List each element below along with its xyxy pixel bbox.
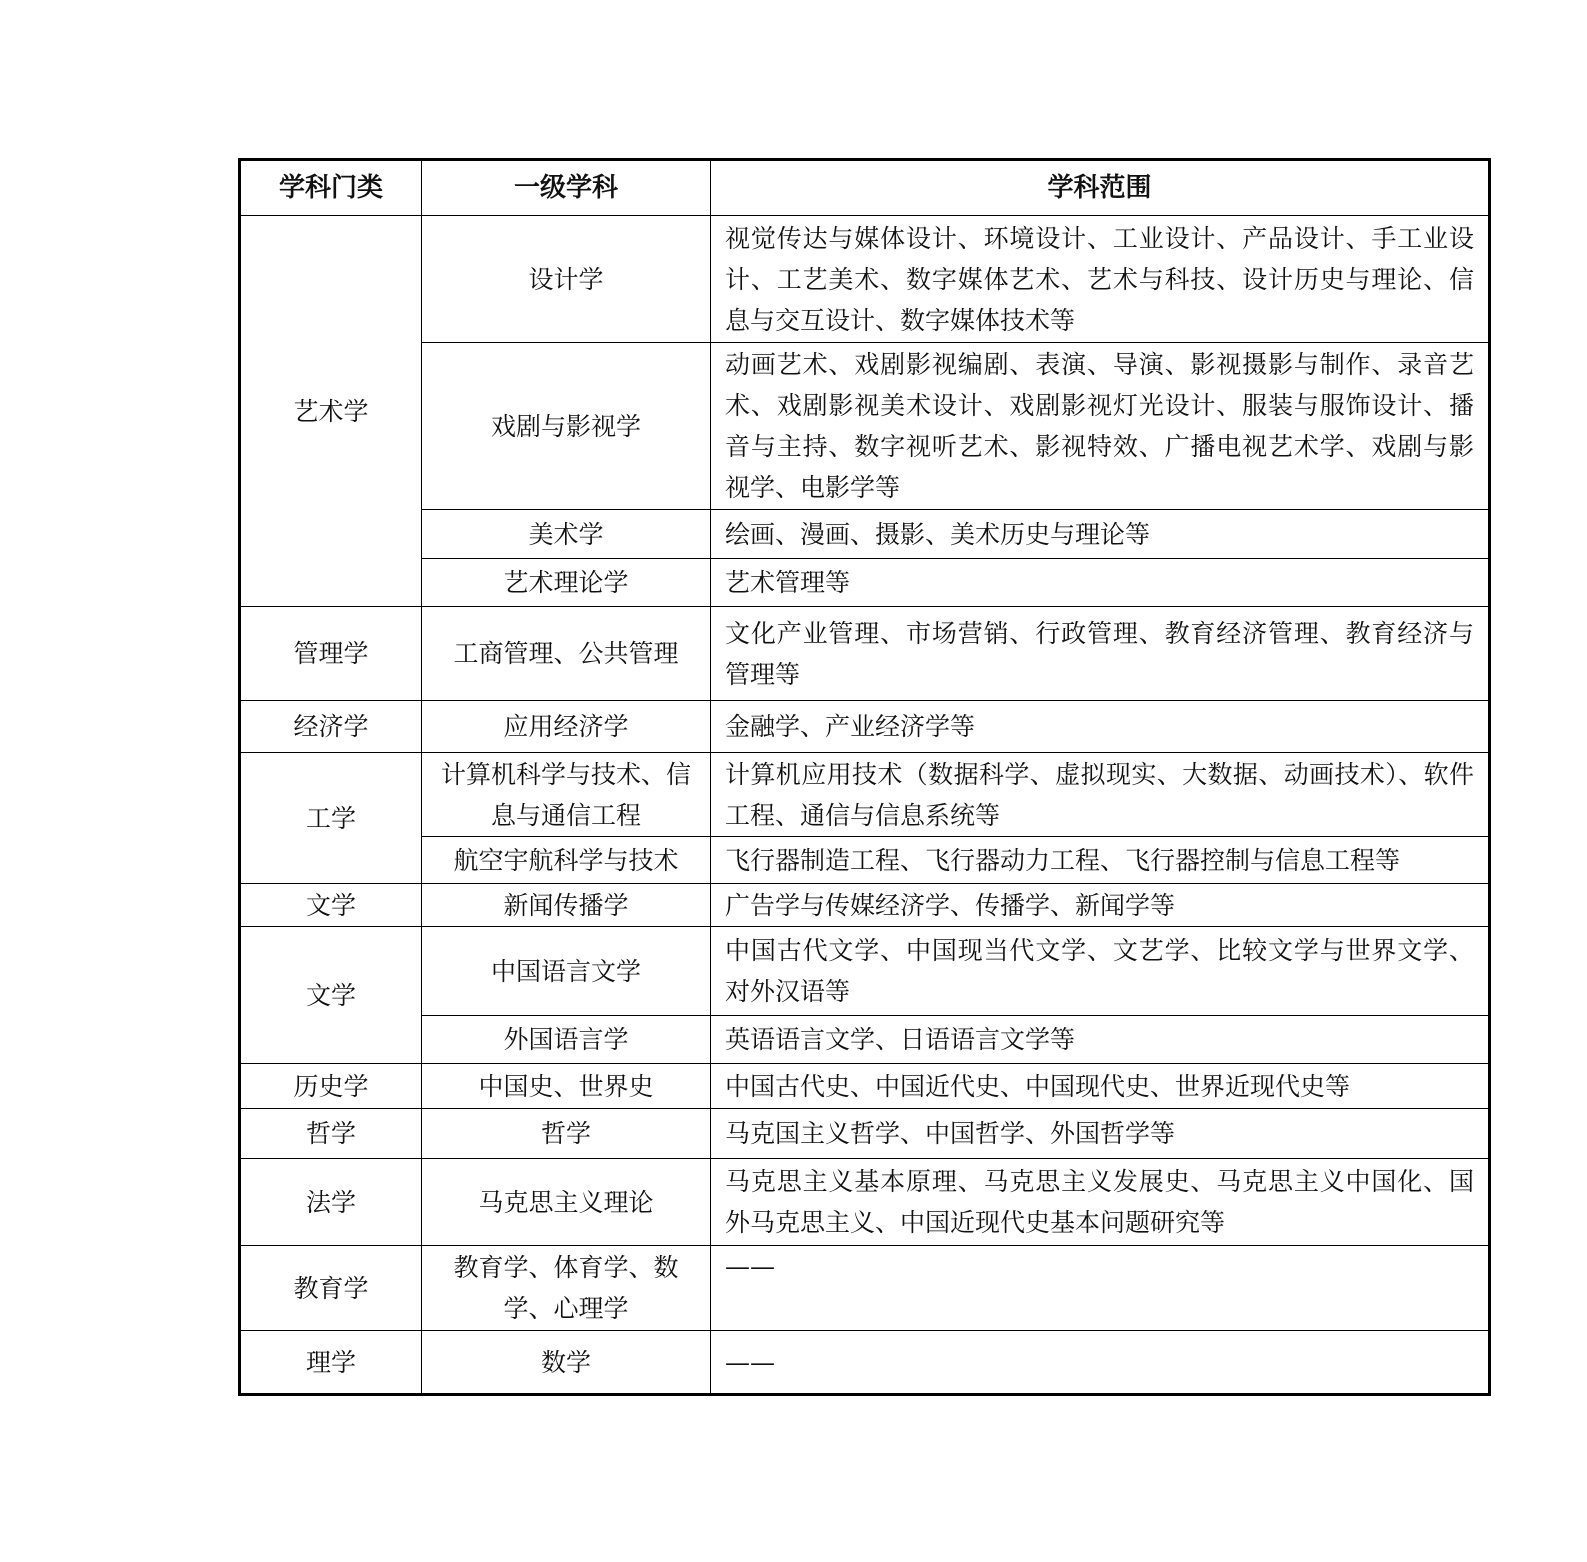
table-row (240, 753, 1490, 837)
first-level-cell: 外国语言学 (422, 1016, 711, 1064)
table-row (240, 510, 1490, 559)
first-level-cell: 中国史、世界史 (422, 1064, 711, 1109)
category-cell: 法学 (240, 1159, 422, 1246)
category-cell: 哲学 (240, 1109, 422, 1159)
scope-cell: 中国古代文学、中国现当代文学、文艺学、比较文学与世界文学、对外汉语等 (711, 927, 1490, 1016)
scope-cell: 艺术管理等 (711, 559, 1490, 607)
first-level-cell: 工商管理、公共管理 (422, 607, 711, 701)
category-cell: 文学 (240, 927, 422, 1064)
first-level-cell: 航空宇航科学与技术 (422, 837, 711, 884)
scope-cell: —— (711, 1331, 1490, 1395)
category-cell: 工学 (240, 753, 422, 884)
subject-table (238, 158, 1491, 1396)
header-category: 学科门类 (240, 160, 422, 216)
scope-cell: 中国古代史、中国近代史、中国现代史、世界近现代史等 (711, 1064, 1490, 1109)
category-cell: 理学 (240, 1331, 422, 1395)
scope-cell: 计算机应用技术（数据科学、虚拟现实、大数据、动画技术）、软件工程、通信与信息系统等 (711, 753, 1490, 837)
header-first-level: 一级学科 (422, 160, 711, 216)
first-level-cell: 应用经济学 (422, 701, 711, 753)
first-level-cell: 马克思主义理论 (422, 1159, 711, 1246)
header-row (240, 160, 1490, 216)
table-row (240, 216, 1490, 343)
category-cell: 艺术学 (240, 216, 422, 607)
category-cell: 经济学 (240, 701, 422, 753)
table-row (240, 701, 1490, 753)
first-level-cell: 戏剧与影视学 (422, 343, 711, 510)
scope-cell: 金融学、产业经济学等 (711, 701, 1490, 753)
scope-cell: 文化产业管理、市场营销、行政管理、教育经济管理、教育经济与管理等 (711, 607, 1490, 701)
table-row (240, 927, 1490, 1016)
table-row (240, 1016, 1490, 1064)
scope-cell: 飞行器制造工程、飞行器动力工程、飞行器控制与信息工程等 (711, 837, 1490, 884)
table-row (240, 1159, 1490, 1246)
first-level-cell: 中国语言文学 (422, 927, 711, 1016)
first-level-cell: 教育学、体育学、数学、心理学 (422, 1246, 711, 1331)
table-row (240, 1331, 1490, 1395)
header-scope: 学科范围 (711, 160, 1490, 216)
first-level-cell: 新闻传播学 (422, 884, 711, 927)
table-row (240, 559, 1490, 607)
first-level-cell: 艺术理论学 (422, 559, 711, 607)
table-row (240, 1064, 1490, 1109)
table-row (240, 884, 1490, 927)
table-row (240, 607, 1490, 701)
scope-cell: 马克思主义基本原理、马克思主义发展史、马克思主义中国化、国外马克思主义、中国近现代史基本问题研究等 (711, 1159, 1490, 1246)
table-row (240, 1246, 1490, 1331)
category-cell: 教育学 (240, 1246, 422, 1331)
scope-cell: —— (711, 1246, 1490, 1331)
scope-cell: 广告学与传媒经济学、传播学、新闻学等 (711, 884, 1490, 927)
category-cell: 文学 (240, 884, 422, 927)
table-row (240, 1109, 1490, 1159)
first-level-cell: 设计学 (422, 216, 711, 343)
category-cell: 管理学 (240, 607, 422, 701)
first-level-cell: 计算机科学与技术、信息与通信工程 (422, 753, 711, 837)
table-row (240, 837, 1490, 884)
first-level-cell: 美术学 (422, 510, 711, 559)
first-level-cell: 哲学 (422, 1109, 711, 1159)
scope-cell: 马克国主义哲学、中国哲学、外国哲学等 (711, 1109, 1490, 1159)
scope-cell: 英语语言文学、日语语言文学等 (711, 1016, 1490, 1064)
first-level-cell: 数学 (422, 1331, 711, 1395)
scope-cell: 视觉传达与媒体设计、环境设计、工业设计、产品设计、手工业设计、工艺美术、数字媒体艺术、艺术与科技、设计历史与理论、信息与交互设计、数字媒体技术等 (711, 216, 1490, 343)
scope-cell: 动画艺术、戏剧影视编剧、表演、导演、影视摄影与制作、录音艺术、戏剧影视美术设计、戏剧影视灯光设计、服装与服饰设计、播音与主持、数字视听艺术、影视特效、广播电视艺术学、戏剧与影视学、电影学等 (711, 343, 1490, 510)
scope-cell: 绘画、漫画、摄影、美术历史与理论等 (711, 510, 1490, 559)
category-cell: 历史学 (240, 1064, 422, 1109)
table-row (240, 343, 1490, 510)
